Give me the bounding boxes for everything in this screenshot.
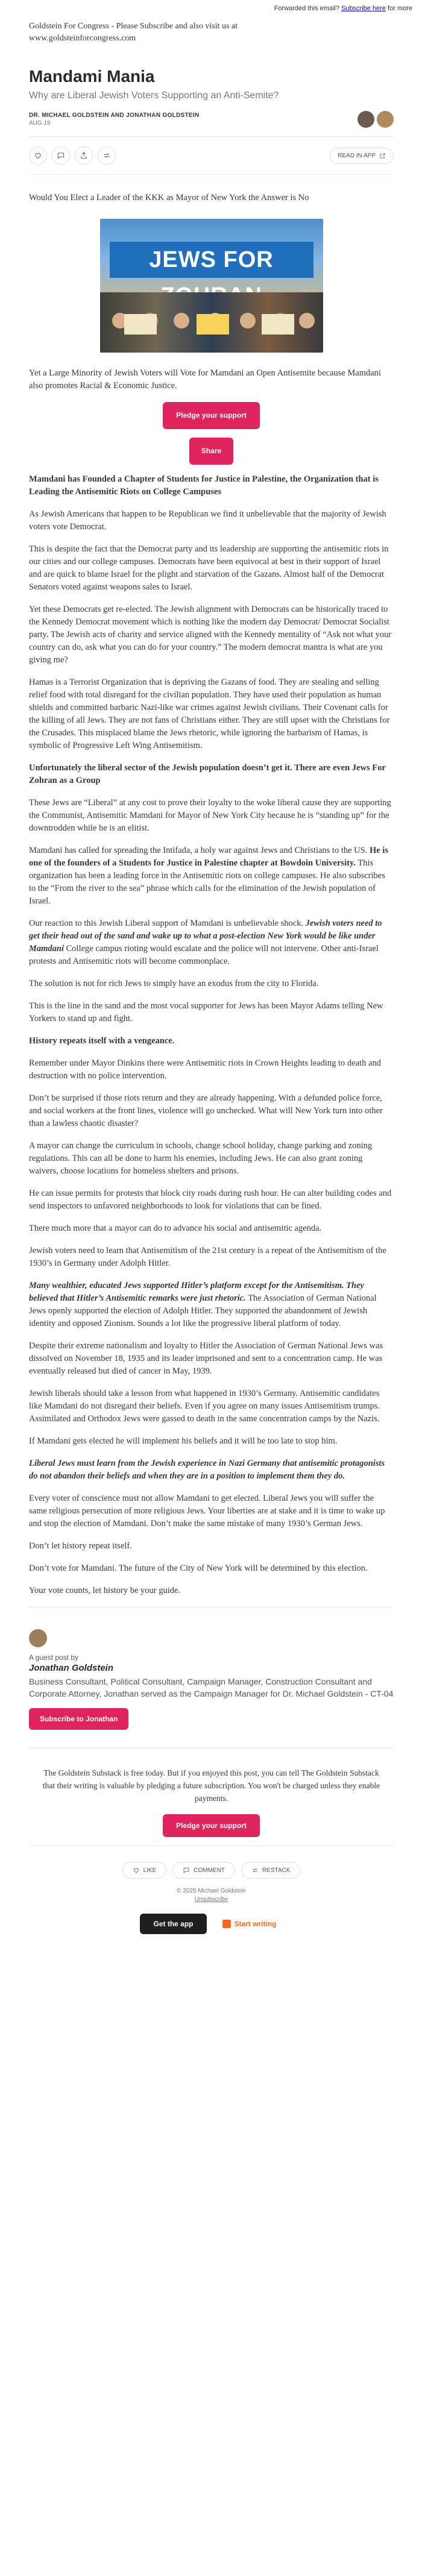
copyright-text: © 2025 Michael Goldstein bbox=[177, 1888, 246, 1894]
action-bar bbox=[29, 137, 394, 174]
subscribe-button[interactable]: Subscribe to Jonathan bbox=[29, 1708, 128, 1730]
footer-restack-button[interactable] bbox=[241, 1862, 301, 1879]
avatar[interactable] bbox=[29, 1629, 47, 1647]
paragraph bbox=[29, 844, 394, 908]
footer-actions bbox=[29, 1862, 394, 1879]
restack-icon bbox=[251, 1867, 259, 1874]
guest-name[interactable]: Jonathan Goldstein bbox=[29, 1663, 114, 1673]
text-run: Jewish voters need to get their head out of the sand and wake up to what a post-election New York would be like under Mamdani bbox=[29, 919, 382, 953]
paragraph: A mayor can change the curriculum in schools, change school holiday, change parking and zoning regulations. This can all be done to harm his enemies, including Jews. He can also grant zoning waivers, choose locations for homeless shelters and prisons. bbox=[29, 1141, 373, 1176]
comment-icon bbox=[183, 1867, 190, 1874]
paragraph: Don’t be surprised if those riots return and they are already happening. With a defunded police force, and social workers at the front lines, violence will go unchecked. What will New York turn into other than a lawless chaotic disaster? bbox=[29, 1093, 383, 1128]
hero-image[interactable] bbox=[100, 219, 323, 353]
comment-label: COMMENT bbox=[194, 1867, 225, 1874]
copyright bbox=[29, 1887, 394, 1904]
paragraph: If Mamdani gets elected he will implement his beliefs and it will be too late to stop him. bbox=[29, 1436, 338, 1446]
read-in-app-button[interactable] bbox=[330, 148, 394, 164]
text-run: Our reaction to this Jewish Liberal support of Mamdani is unbelievable shock. bbox=[29, 919, 304, 928]
protest-sign bbox=[197, 314, 229, 335]
pledge-button[interactable]: Pledge your support bbox=[163, 1814, 260, 1837]
heart-icon bbox=[133, 1867, 140, 1874]
read-in-app-label: READ IN APP bbox=[338, 152, 376, 159]
author-avatars bbox=[357, 111, 394, 128]
substack-logo-icon bbox=[222, 1920, 231, 1928]
post-body bbox=[29, 192, 394, 1597]
paragraph: Despite their extreme nationalism and loyalty to Hitler the Association of German National Jews was dissolved on November 18, 1935 and its leader imprisoned and sent to a concentration camp. He was eventually released but died of cancer in May, 1939. bbox=[29, 1341, 383, 1376]
guest-bio: Business Consultant, Political Consultant, Campaign Manager, Construction Consultant and Corporate Attorney, Jonathan served as the Campaign Manager for Dr. Michael Goldstein - CT-04 bbox=[29, 1677, 394, 1698]
paragraph: History repeats itself with a vengeance. bbox=[29, 1036, 175, 1046]
unsubscribe-link[interactable]: Unsubscribe bbox=[194, 1896, 228, 1903]
restack-button[interactable] bbox=[98, 146, 116, 165]
footer-comment-button[interactable] bbox=[172, 1862, 235, 1879]
paragraph: Unfortunately the liberal sector of the Jewish population doesn’t get it. There are even Jews For Zohran as a Group bbox=[29, 763, 386, 785]
protest-sign bbox=[124, 314, 157, 335]
paragraph: Mamdani has Founded a Chapter of Students for Justice in Palestine, the Organization that is Leading the Antisemitic Riots on College Campuses bbox=[29, 474, 379, 497]
paragraph bbox=[29, 917, 394, 968]
post-container bbox=[29, 20, 394, 1934]
protest-sign bbox=[262, 314, 294, 335]
crowd-person bbox=[174, 313, 189, 328]
comment-icon bbox=[57, 151, 65, 160]
forward-bar bbox=[0, 0, 422, 17]
paragraph: He can issue permits for protests that block city roads during rush hour. He can alter building codes and send inspectors to unfavored neighborhoods to look for violations that can be fined. bbox=[29, 1189, 392, 1211]
paragraph: Yet a Large Minority of Jewish Voters will Vote for Mamdani an Open Antisemite because Mamdani also promotes Racial & Economic Justice. bbox=[29, 368, 381, 391]
paragraph: Your vote counts, let history be your guide. bbox=[29, 1586, 181, 1595]
restack-label: RESTACK bbox=[262, 1867, 291, 1874]
external-link-icon bbox=[379, 152, 386, 159]
crowd-person bbox=[299, 313, 315, 328]
forward-tail: for more bbox=[388, 5, 412, 12]
intro-line: Goldstein For Congress - Please Subscribe and also visit us at bbox=[29, 22, 238, 31]
text-run: Many wealthier, educated Jews supported Hitler’s platform except for the Antisemitism. They believed that Hitler’s Antisemitic remarks were just rhetoric. bbox=[29, 1281, 364, 1303]
like-button[interactable] bbox=[29, 146, 47, 165]
byline bbox=[29, 111, 394, 128]
pledge-button[interactable]: Pledge your support bbox=[163, 402, 260, 429]
byline-authors[interactable]: DR. MICHAEL GOLDSTEIN AND JONATHAN GOLDSTEIN bbox=[29, 112, 200, 119]
app-row bbox=[29, 1914, 394, 1934]
paragraph: The solution is not for rich Jews to simply have an exodus from the city to Florida. bbox=[29, 979, 319, 988]
share-wrap bbox=[29, 438, 394, 465]
share-icon bbox=[80, 151, 88, 160]
intro-url[interactable]: www.goldsteinforcongress.com bbox=[29, 34, 136, 43]
divider bbox=[29, 174, 394, 175]
crowd-person bbox=[240, 313, 256, 328]
start-writing-label: Start writing bbox=[234, 1920, 277, 1928]
paragraph: There much more that a mayor can do to advance his social and antisemitic agenda. bbox=[29, 1224, 322, 1233]
subscribe-link[interactable]: Subscribe here bbox=[341, 5, 386, 12]
text-run: This organization has been a leading force in the Antisemitic riots on college campuses. He also subscribes to the “From the river to the sea” phrase which calls for the elimination of the Jewish population of Israel. bbox=[29, 858, 385, 906]
paragraph: Liberal Jews must learn from the Jewish experience in Nazi Germany that antisemitic protagonists do not abandon their beliefs and when they are in a position to implement them they do. bbox=[29, 1459, 385, 1481]
guest-label: A guest post by bbox=[29, 1653, 79, 1662]
avatar[interactable] bbox=[377, 111, 394, 128]
intro bbox=[29, 20, 394, 45]
pledge-wrap-2 bbox=[29, 1814, 394, 1837]
paragraph: This is despite the fact that the Democrat party and its leadership are supporting the antisemitic riots in our cities and our college campuses. Democrats have been equivocal at best in their support of Israel and are quick to blame Israel for the plight and starvation of the Gazans. Almost half of the Democrat Senators voted against weapons sales to Israel. bbox=[29, 544, 389, 592]
paragraph: Remember under Mayor Dinkins there were Antisemitic riots in Crown Heights leading to death and destruction with no police intervention. bbox=[29, 1058, 381, 1081]
guest-post-card bbox=[29, 1618, 394, 1733]
text-run: He is one of the founders of a Students for Justice in Palestine chapter at Bowdoin University. bbox=[29, 846, 388, 868]
text-run: The Association of German National Jews openly supported the election of Adolph Hitler. They supported the abandonment of Jewish identity and opposed Zionism. Sounds a lot like the progressive liberal platform of today. bbox=[29, 1293, 377, 1328]
paragraph: Jewish voters need to learn that Antisemitism of the 21st century is a repeat of the Antisemitism of the 1930’s in Germany under Adolph Hitler. bbox=[29, 1246, 386, 1268]
footer-note: The Goldstein Substack is free today. But if you enjoyed this post, you can tell The Goldstein Substack that their writing is valuable by pledging a future subscription. You won't be charged unless they enable payments. bbox=[42, 1768, 380, 1803]
start-writing-button[interactable] bbox=[216, 1914, 283, 1934]
action-icons bbox=[29, 146, 116, 165]
paragraph: Every voter of conscience must not allow Mamdani to get elected. Liberal Jews you will suffer the same religious persecution of more religious Jews. Your liberties are at stake and it is time to wake up and stop the election of Mamdani. Don’t make the same mistake of many 1930’s German Jews. bbox=[29, 1494, 385, 1528]
restack-icon bbox=[102, 151, 111, 160]
byline-date: AUG 19 bbox=[29, 120, 51, 127]
paragraph: This is the line in the sand and the most vocal supporter for Jews has been Mayor Adams telling New Yorkers to stand up and fight. bbox=[29, 1001, 383, 1023]
get-app-button[interactable]: Get the app bbox=[140, 1914, 206, 1934]
paragraph: Jewish liberals should take a lesson from what happened in 1930’s Germany. Antisemitic candidates like Mamdani do not disregard their beliefs. Even if you agree on many issues Antisemitism trumps. Assimilated and Orthodox Jews were gassed to death in the same concentration camps by the Nazis. bbox=[29, 1389, 380, 1424]
paragraph bbox=[29, 1280, 394, 1330]
paragraph: Don’t vote for Mamdani. The future of the City of New York will be determined by this election. bbox=[29, 1563, 368, 1573]
text-run: College campus rioting would escalate and the police will not intervene. Other anti-Israel protests and Antisemitic riots will become commonplace. bbox=[29, 944, 379, 966]
heart-icon bbox=[34, 151, 42, 160]
share-post-button[interactable]: Share bbox=[189, 438, 233, 465]
paragraph: As Jewish Americans that happen to be Republican we find it unbelievable that the majority of Jewish voters vote Democrat. bbox=[29, 509, 386, 532]
paragraph: Yet these Democrats get re-elected. The Jewish alignment with Democrats can be historically traced to the Kennedy Democrat movement which is nothing like the modern day Democrat/ Democrat Socialist party. The Jewish acts of charity and service aligned with the Kennedy mentality of “Ask not what your country can do, ask what you can do for your country.” The modern democrat mantra is what are you giving me? bbox=[29, 605, 392, 665]
paragraph: Don’t let history repeat itself. bbox=[29, 1541, 132, 1551]
post-subtitle: Why are Liberal Jewish Voters Supporting an Anti-Semite? bbox=[29, 90, 279, 101]
paragraph: These Jews are “Liberal” at any cost to prove their loyalty to the woke liberal cause they are supporting the Communist, Antisemitic Mamdani for Mayor of New York City because he is “standing up” for the downtrodden while he is an elitist. bbox=[29, 798, 391, 833]
forward-text: Forwarded this email? bbox=[274, 5, 339, 12]
post-title[interactable]: Mandami Mania bbox=[29, 67, 155, 86]
text-run: Mamdani has called for spreading the Intifada, a holy war against Jews and Christians to the US. bbox=[29, 846, 368, 855]
pledge-wrap bbox=[29, 402, 394, 429]
like-label: LIKE bbox=[143, 1867, 157, 1874]
paragraph: Hamas is a Terrorist Organization that is depriving the Gazans of food. They are stealing and selling relief food with total disregard for the civilian population. They have used their population as human shields and committed barbaric Nazi-like war crimes against Jewish civilians. Their Covenant calls for the killing of all Jews. They are not fans of Christians either. They are still upset with the Christians for the Crusades. This misplaced blame the Jews rhetoric, while ignoring the barbarism of Hamas, is symbolic of Progressive Left Wing Antisemitism. bbox=[29, 677, 390, 750]
share-button[interactable] bbox=[75, 146, 93, 165]
avatar[interactable] bbox=[357, 111, 374, 128]
comment-button[interactable] bbox=[52, 146, 70, 165]
paragraph: Would You Elect a Leader of the KKK as Mayor of New York the Answer is No bbox=[29, 193, 309, 203]
footer-like-button[interactable] bbox=[122, 1862, 167, 1879]
hero-banner: JEWS FOR bbox=[110, 242, 313, 278]
